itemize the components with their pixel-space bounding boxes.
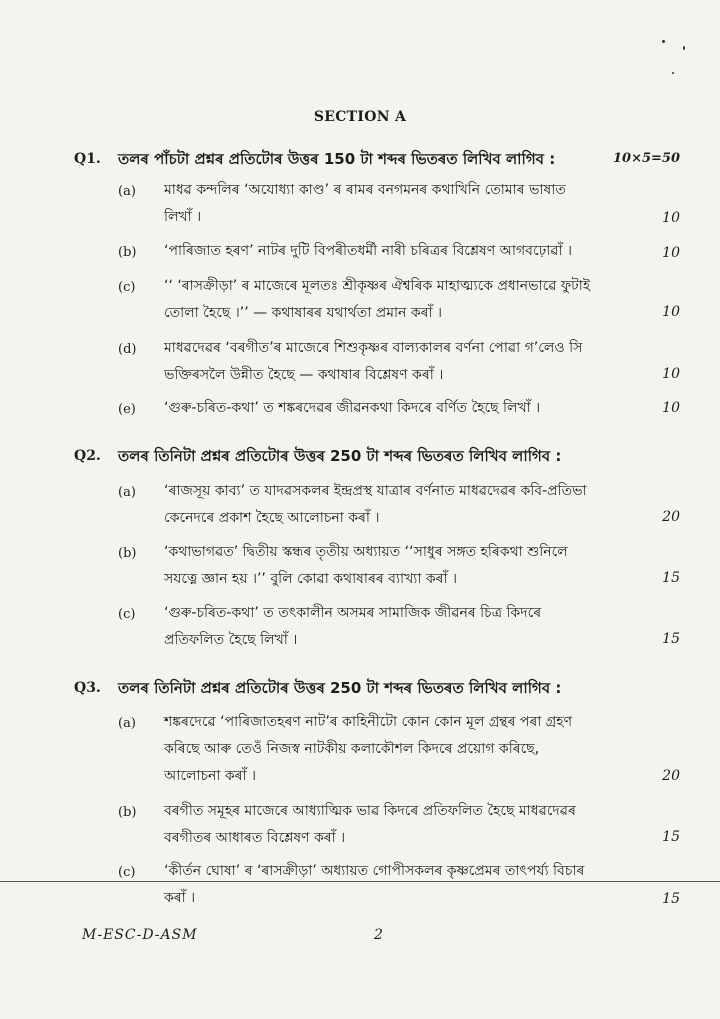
sub-question-line: ‘কীৰ্তন ঘোষা’ ৰ ‘ৰাসক্ৰীড়া’ অধ্যায়ত গোপীসকলৰ কৃষ্ণপ্ৰেমৰ তাৎপৰ্য্য বিচাৰ (164, 863, 585, 879)
sub-question-marks: 15 (662, 891, 680, 907)
question-3 (0, 677, 720, 703)
sub-question-marks: 10 (662, 245, 680, 261)
sub-question-marks: 10 (662, 210, 680, 226)
sub-question-line: প্ৰতিফলিত হৈছে লিখাঁ । (164, 632, 298, 648)
sub-question-line: শঙ্কৰদেৱে ‘পাৰিজাতহৰণ নাট’ৰ কাহিনীটো কোন কোন মূল গ্ৰন্থৰ পৰা গ্ৰহণ (164, 714, 573, 730)
sub-question-marks: 10 (662, 304, 680, 320)
sub-question-label: (b) (118, 805, 137, 820)
sub-question-marks: 15 (662, 829, 680, 845)
question-number: Q2. (74, 448, 101, 464)
scan-speck (683, 46, 685, 50)
question-1 (0, 148, 720, 174)
question-text: তলৰ পাঁচটা প্ৰশ্নৰ প্ৰতিটোৰ উত্তৰ 150 টা শব্দৰ ভিতৰত লিখিব লাগিব : (118, 150, 556, 168)
sub-question-label: (b) (118, 245, 137, 260)
sub-question-label: (e) (118, 402, 136, 417)
sub-question-line: মাধৱ কন্দলিৰ ‘অযোধ্যা কাণ্ড’ ৰ ৰামৰ বনগমনৰ কথাখিনি তোমাৰ ভাষাত (164, 182, 566, 198)
sub-question-line: কৰিছে আৰু তেওঁ নিজস্ব নাটকীয় কলাকৌশল কিদৰে প্ৰয়োগ কৰিছে, (164, 741, 540, 757)
sub-question-line: তোলা হৈছে ।’’ — কথাষাৰৰ যথাৰ্থতা প্ৰমান কৰাঁ । (164, 305, 443, 321)
question-marks: 10×5=50 (612, 151, 680, 166)
sub-question-marks: 10 (662, 400, 680, 416)
sub-question-line: আলোচনা কৰাঁ । (164, 768, 257, 784)
sub-question-line: ‘ৰাজসূয় কাব্য’ ত যাদৱসকলৰ ইন্দ্ৰপ্ৰস্থ যাত্ৰাৰ বৰ্ণনাত মাধৱদেৱৰ কবি-প্ৰতিভা (164, 483, 587, 499)
scan-speck (662, 40, 665, 43)
sub-question-line: লিখাঁ । (164, 209, 202, 225)
sub-question-label: (c) (118, 607, 136, 622)
sub-question-marks: 15 (662, 631, 680, 647)
sub-question-marks: 15 (662, 570, 680, 586)
sub-question-line: মাধৱদেৱৰ ‘বৰগীত’ৰ মাজেৰে শিশুকৃষ্ণৰ বাল্যকালৰ বৰ্ণনা পোৱা গ’লেও সি (164, 340, 583, 356)
question-number: Q3. (74, 680, 101, 696)
sub-question-line: বৰগীতৰ আধাৰত বিশ্লেষণ কৰাঁ । (164, 830, 346, 846)
sub-question-label: (a) (118, 485, 136, 500)
sub-question-marks: 20 (662, 509, 680, 525)
question-number: Q1. (74, 151, 101, 167)
sub-question-label: (d) (118, 342, 137, 357)
question-text: তলৰ তিনিটা প্ৰশ্নৰ প্ৰতিটোৰ উত্তৰ 250 টা শব্দৰ ভিতৰত লিখিব লাগিব : (118, 679, 562, 697)
section-title: SECTION A (313, 109, 407, 125)
sub-question-label: (c) (118, 280, 136, 295)
sub-question-line: বৰগীত সমূহৰ মাজেৰে আধ্যাত্মিক ভাৱ কিদৰে প্ৰতিফলিত হৈছে মাধৱদেৱৰ (164, 803, 576, 819)
sub-question-label: (c) (118, 865, 136, 880)
sub-question-line: ভক্তিৰসলৈ উন্নীত হৈছে — কথাষাৰ বিশ্লেষণ কৰাঁ । (164, 367, 444, 383)
footer-rule (0, 881, 720, 882)
sub-question-line: কেনেদৰে প্ৰকাশ হৈছে আলোচনা কৰাঁ । (164, 510, 380, 526)
sub-question-label: (b) (118, 546, 137, 561)
sub-question-line: ‘গুৰু-চৰিত-কথা’ ত শঙ্কৰদেৱৰ জীৱনকথা কিদৰে বৰ্ণিত হৈছে লিখাঁ । (164, 400, 541, 416)
page-number: 2 (374, 927, 383, 943)
sub-question-label: (a) (118, 184, 136, 199)
sub-question-line: ‘পাৰিজাত হৰণ’ নাটৰ দুটি বিপৰীতধৰ্মী নাৰী চৰিত্ৰৰ বিশ্লেষণ আগবঢ়োৱাঁ । (164, 243, 572, 259)
sub-question-line: ‘‘ ‘ৰাসক্ৰীড়া’ ৰ মাজেৰে মূলতঃ শ্ৰীকৃষ্ণৰ ঐশ্বৰিক মাহাত্ম্যকে প্ৰধানভাৱে ফুটাই (164, 278, 591, 294)
question-text: তলৰ তিনিটা প্ৰশ্নৰ প্ৰতিটোৰ উত্তৰ 250 টা শব্দৰ ভিতৰত লিখিব লাগিব : (118, 447, 562, 465)
sub-question-marks: 10 (662, 366, 680, 382)
question-2 (0, 445, 720, 471)
sub-question-marks: 20 (662, 768, 680, 784)
sub-question-line: ‘কথাভাগৱত’ দ্বিতীয় স্কন্ধৰ তৃতীয় অধ্যায়ত ‘‘সাধুৰ সঙ্গত হৰিকথা শুনিলে (164, 544, 568, 560)
sub-question-label: (a) (118, 716, 136, 731)
sub-question-line: ‘গুৰু-চৰিত-কথা’ ত তৎকালীন অসমৰ সামাজিক জীৱনৰ চিত্ৰ কিদৰে (164, 605, 542, 621)
sub-question-line: সযত্নে জ্ঞান হয় ।’’ বুলি কোৱা কথাষাৰৰ ব্যাখ্যা কৰাঁ । (164, 571, 458, 587)
scan-speck (672, 72, 674, 74)
paper-code: M-ESC-D-ASM (82, 927, 198, 943)
sub-question-line: কৰাঁ । (164, 890, 196, 906)
